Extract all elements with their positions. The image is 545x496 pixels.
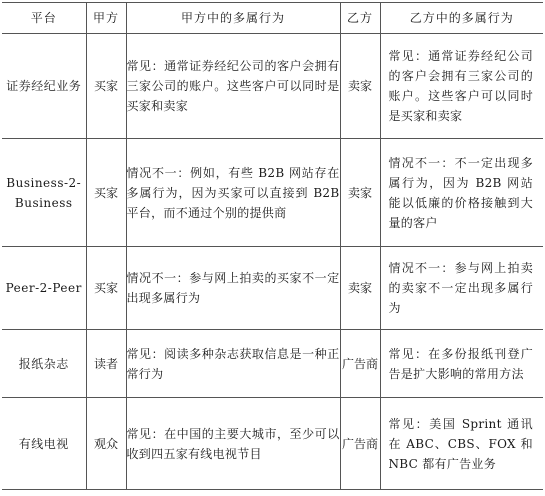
cell-party-b: 卖家 <box>340 247 380 330</box>
table-header <box>2 3 543 34</box>
cell-party-b-multihoming: 常见：美国 Sprint 通讯在 ABC、CBS、FOX 和 NBC 都有广告业务 <box>380 398 543 490</box>
cell-party-a-multihoming: 常见：通常证券经纪公司的客户会拥有三家公司的账户。这些客户可以同时是买家和卖家 <box>126 34 340 139</box>
cell-party-b-multihoming: 常见：在多份报纸刊登广告是扩大影响的常用方法 <box>380 330 543 398</box>
cell-platform: Peer-2-Peer <box>2 247 86 330</box>
cell-party-a: 买家 <box>86 34 126 139</box>
table-row <box>2 330 543 398</box>
cell-party-a: 买家 <box>86 138 126 247</box>
cell-party-b: 卖家 <box>340 34 380 139</box>
table-row <box>2 138 543 247</box>
cell-party-a: 观众 <box>86 398 126 490</box>
cell-platform: 证券经纪业务 <box>2 34 86 139</box>
cell-party-a-multihoming: 情况不一：参与网上拍卖的买家不一定出现多属行为 <box>126 247 340 330</box>
cell-party-b-multihoming: 常见：通常证券经纪公司的客户会拥有三家公司的账户。这些客户可以同时是买家和卖家 <box>380 34 543 139</box>
cell-party-b: 广告商 <box>340 398 380 490</box>
cell-party-b: 卖家 <box>340 138 380 247</box>
table-row <box>2 398 543 490</box>
header-party-a-multihoming: 甲方中的多属行为 <box>126 3 340 34</box>
cell-party-b: 广告商 <box>340 330 380 398</box>
cell-party-b-multihoming: 情况不一：参与网上拍卖的卖家不一定出现多属行为 <box>380 247 543 330</box>
header-platform: 平台 <box>2 3 86 34</box>
header-party-b: 乙方 <box>340 3 380 34</box>
cell-platform: Business-2-Business <box>2 138 86 247</box>
cell-platform: 报纸杂志 <box>2 330 86 398</box>
header-row <box>2 3 543 34</box>
table-row <box>2 247 543 330</box>
table-row <box>2 34 543 139</box>
cell-party-b-multihoming: 情况不一：不一定出现多属行为，因为 B2B 网站能以低廉的价格接触到大量的客户 <box>380 138 543 247</box>
table-body <box>2 34 543 490</box>
cell-party-a-multihoming: 常见：在中国的主要大城市，至少可以收到四五家有线电视节目 <box>126 398 340 490</box>
cell-party-a-multihoming: 情况不一：例如，有些 B2B 网站存在多属行为，因为买家可以直接到 B2B 平台，而不通过个别的提供商 <box>126 138 340 247</box>
cell-party-a: 读者 <box>86 330 126 398</box>
multihoming-table <box>2 2 543 490</box>
header-party-a: 甲方 <box>86 3 126 34</box>
cell-platform: 有线电视 <box>2 398 86 490</box>
cell-party-a: 买家 <box>86 247 126 330</box>
header-party-b-multihoming: 乙方中的多属行为 <box>380 3 543 34</box>
cell-party-a-multihoming: 常见：阅读多种杂志获取信息是一种正常行为 <box>126 330 340 398</box>
